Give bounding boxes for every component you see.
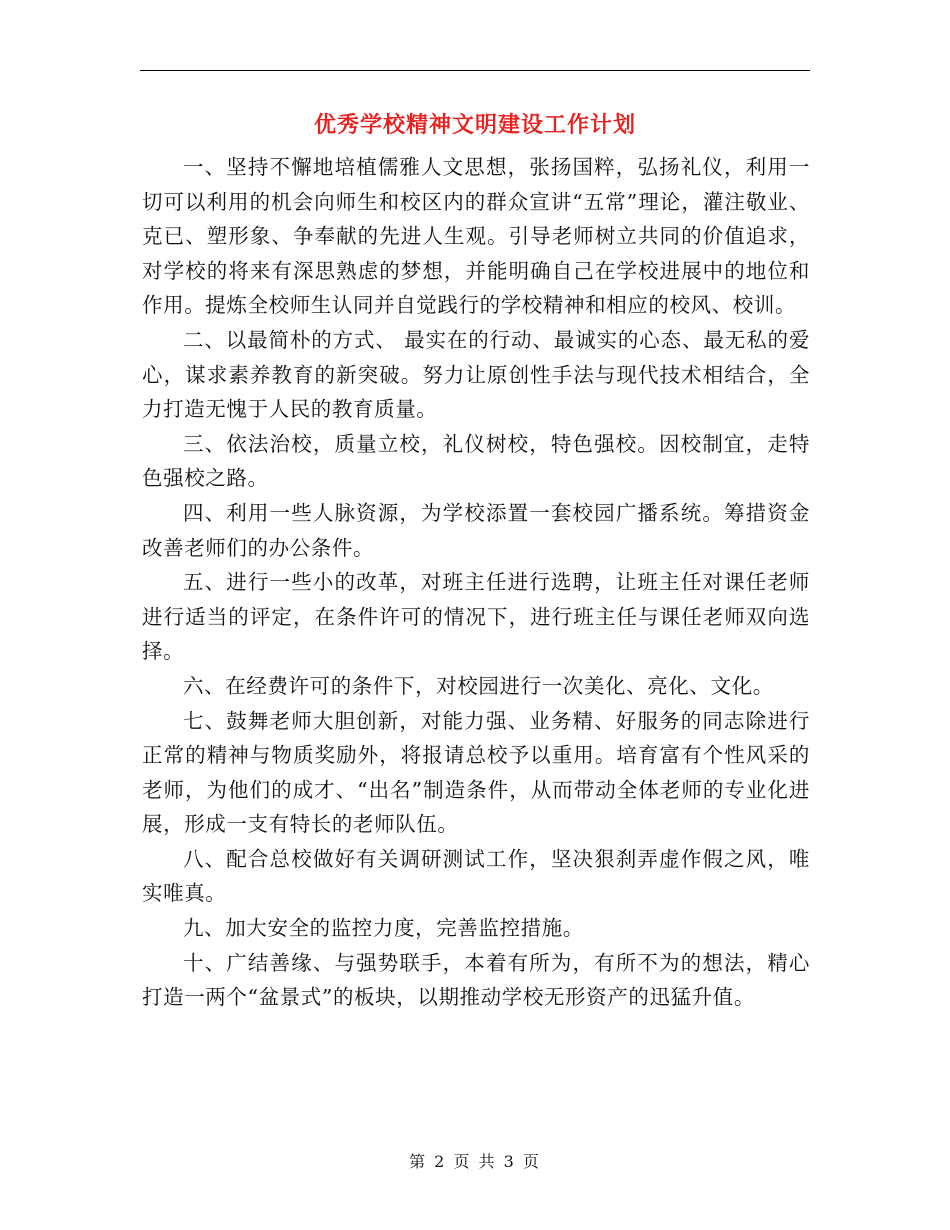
paragraph-2: 二、以最简朴的方式、 最实在的行动、最诚实的心态、最无私的爱心，谋求素养教育的新突破。努力让原创性手法与现代技术相结合，全力打造无愧于人民的教育质量。 xyxy=(142,327,810,422)
page-number-footer: 第 2 页 共 3 页 xyxy=(409,1152,541,1171)
paragraph-8: 八、配合总校做好有关调研测试工作，坚决狠刹弄虚作假之风，唯实唯真。 xyxy=(142,846,810,906)
header-rule xyxy=(140,70,810,71)
document-title: 优秀学校精神文明建设工作计划 xyxy=(313,112,636,138)
paragraph-6: 六、在经费许可的条件下，对校园进行一次美化、亮化、文化。 xyxy=(183,673,774,698)
paragraph-10: 十、广结善缘、与强势联手，本着有所为，有所不为的想法，精心打造一两个“盆景式”的板块，以期推动学校无形资产的迅猛升值。 xyxy=(142,950,810,1010)
paragraph-3: 三、依法治校，质量立校，礼仪树校，特色强校。因校制宜，走特色强校之路。 xyxy=(142,431,810,491)
paragraph-1: 一、坚持不懈地培植儒雅人文思想，张扬国粹，弘扬礼仪，利用一切可以利用的机会向师生和校区内的群众宣讲“五常”理论，灌注敬业、克已、塑形象、争奉献的先进人生观。引导老师树立共同的价值追求，对学校的将来有深思熟虑的梦想，并能明确自己在学校进展中的地位和作用。提炼全校师生认同并自觉践行的学校精神和相应的校风、校训。 xyxy=(142,155,810,318)
paragraph-5: 五、进行一些小的改革，对班主任进行选聘，让班主任对课任老师进行适当的评定，在条件许可的情况下，进行班主任与课任老师双向选择。 xyxy=(142,570,810,664)
paragraph-7: 七、鼓舞老师大胆创新，对能力强、业务精、好服务的同志除进行正常的精神与物质奖励外，将报请总校予以重用。培育富有个性风采的老师，为他们的成才、“出名”制造条件，从而带动全体老师的专业化进展，形成一支有特长的老师队伍。 xyxy=(142,708,810,837)
paragraph-9: 九、加大安全的监控力度，完善监控措施。 xyxy=(183,916,584,941)
document-body xyxy=(142,150,810,1015)
paragraph-4: 四、利用一些人脉资源，为学校添置一套校园广播系统。筹措资金改善老师们的办公条件。 xyxy=(142,500,810,560)
